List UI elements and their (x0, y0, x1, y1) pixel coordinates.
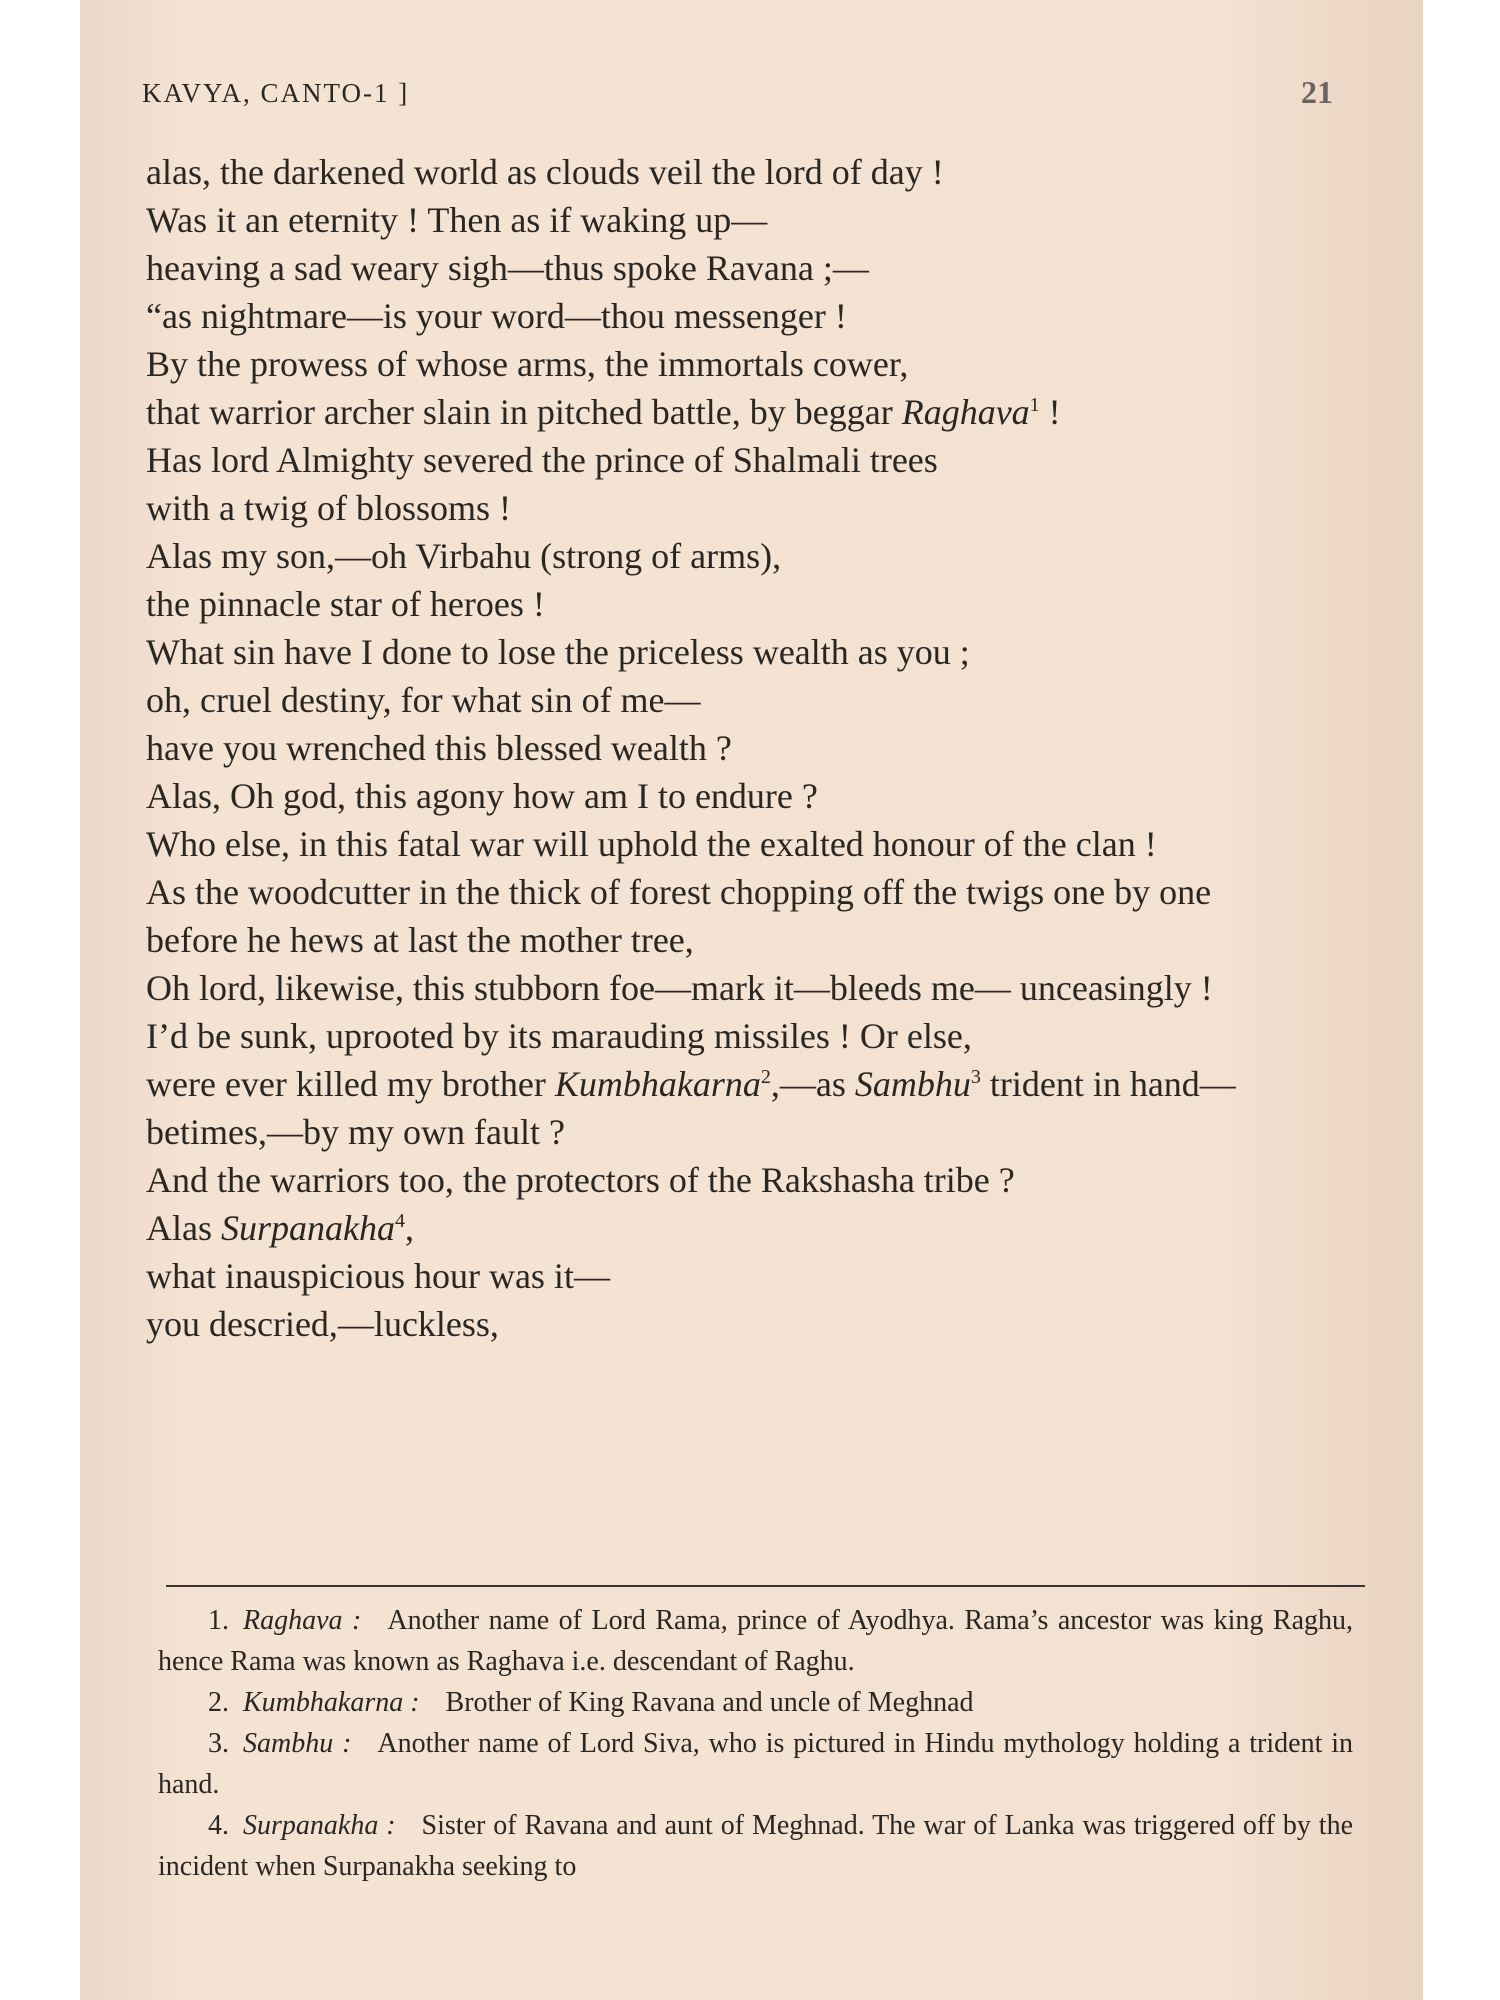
page-number: 21 (1301, 74, 1333, 110)
footnote-text: Another name of Lord Rama, prince of Ayodhya. Rama’s ancestor was king Raghu, hence Rama was known as Raghava i.e. descendant of Raghu. (158, 1605, 1354, 1677)
footnote-number: 1. (208, 1605, 229, 1636)
poem-line: Who else, in this fatal war will uphold the exalted honour of the clan ! (146, 824, 1157, 864)
name-surpanakha: Surpanakha (221, 1208, 395, 1248)
poem-line (146, 1060, 1353, 1108)
line-text: trident in hand— (980, 1064, 1236, 1104)
poem-line (146, 1204, 1353, 1252)
footnote-number: 2. (208, 1687, 229, 1718)
book-page (80, 0, 1423, 2000)
line-text: , (405, 1208, 414, 1248)
line-text: ,—as (770, 1064, 855, 1104)
page-header (142, 74, 1333, 118)
poem-line: Alas, Oh god, this agony how am I to endure ? (146, 776, 818, 816)
footnote (158, 1682, 1353, 1723)
name-kumbhakarna: Kumbhakarna (554, 1064, 761, 1104)
poem-line: Has lord Almighty severed the prince of Shalmali trees (146, 440, 938, 480)
footnote-number: 4. (208, 1810, 229, 1841)
footnote-term: Raghava : (243, 1605, 362, 1636)
poem-line: I’d be sunk, uprooted by its marauding missiles ! Or else, (146, 1016, 972, 1056)
running-head: KAVYA, CANTO-1 ] (142, 78, 410, 108)
poem-line: with a twig of blossoms ! (146, 488, 511, 528)
footnote-ref: 4 (395, 1210, 405, 1232)
footnote-ref: 2 (760, 1066, 771, 1088)
poem-line: “as nightmare—is your word—thou messenger ! (146, 296, 847, 336)
poem-line: betimes,—by my own fault ? (146, 1112, 565, 1152)
poem-line: what inauspicious hour was it— (146, 1256, 610, 1296)
footnote (158, 1723, 1353, 1805)
name-sambhu: Sambhu (854, 1064, 971, 1104)
footnote-number: 3. (208, 1728, 229, 1759)
footnote-text: Brother of King Ravana and uncle of Meghnad (445, 1687, 974, 1718)
footnote-ref: 1 (1029, 394, 1040, 416)
poem-line: What sin have I done to lose the priceless wealth as you ; (146, 632, 970, 672)
poem-line: have you wrenched this blessed wealth ? (146, 728, 732, 768)
footnote-term: Surpanakha : (243, 1810, 396, 1841)
footnote (158, 1600, 1353, 1682)
poem-line: the pinnacle star of heroes ! (146, 584, 545, 624)
poem-line: Alas my son,—oh Virbahu (strong of arms), (146, 536, 782, 576)
poem-line: alas, the darkened world as clouds veil the lord of day ! (146, 152, 944, 192)
footnote-divider (166, 1585, 1365, 1587)
poem-line: you descried,—luckless, (146, 1304, 499, 1344)
poem-line: By the prowess of whose arms, the immortals cower, (146, 344, 909, 384)
line-text: Alas (146, 1208, 221, 1248)
footnotes (158, 1600, 1353, 1887)
footnote-text: Sister of Ravana and aunt of Meghnad. The war of Lanka was triggered off by the incident when Surpanakha seeking to (158, 1810, 1353, 1882)
poem-line: And the warriors too, the protectors of the Rakshasha tribe ? (146, 1160, 1015, 1200)
poem-text (146, 148, 1353, 1348)
poem-line: before he hews at last the mother tree, (146, 920, 694, 960)
line-text: that warrior archer slain in pitched battle, by beggar (146, 392, 902, 432)
line-text: ! (1039, 392, 1061, 432)
footnote-term: Sambhu : (243, 1728, 352, 1759)
poem-line: heaving a sad weary sigh—thus spoke Ravana ;— (146, 248, 869, 288)
name-raghava: Raghava (901, 392, 1030, 432)
poem-line (146, 388, 1353, 436)
poem-line: Was it an eternity ! Then as if waking up— (146, 200, 768, 240)
footnote (158, 1805, 1353, 1887)
footnote-text: Another name of Lord Siva, who is pictured in Hindu mythology holding a trident in hand. (158, 1728, 1354, 1800)
footnote-ref: 3 (970, 1066, 981, 1088)
line-text: were ever killed my brother (146, 1064, 555, 1104)
footnote-term: Kumbhakarna : (243, 1687, 420, 1718)
poem-line: oh, cruel destiny, for what sin of me— (146, 680, 701, 720)
poem-line: As the woodcutter in the thick of forest chopping off the twigs one by one (146, 872, 1212, 912)
poem-line: Oh lord, likewise, this stubborn foe—mark it—bleeds me— unceasingly ! (146, 968, 1213, 1008)
